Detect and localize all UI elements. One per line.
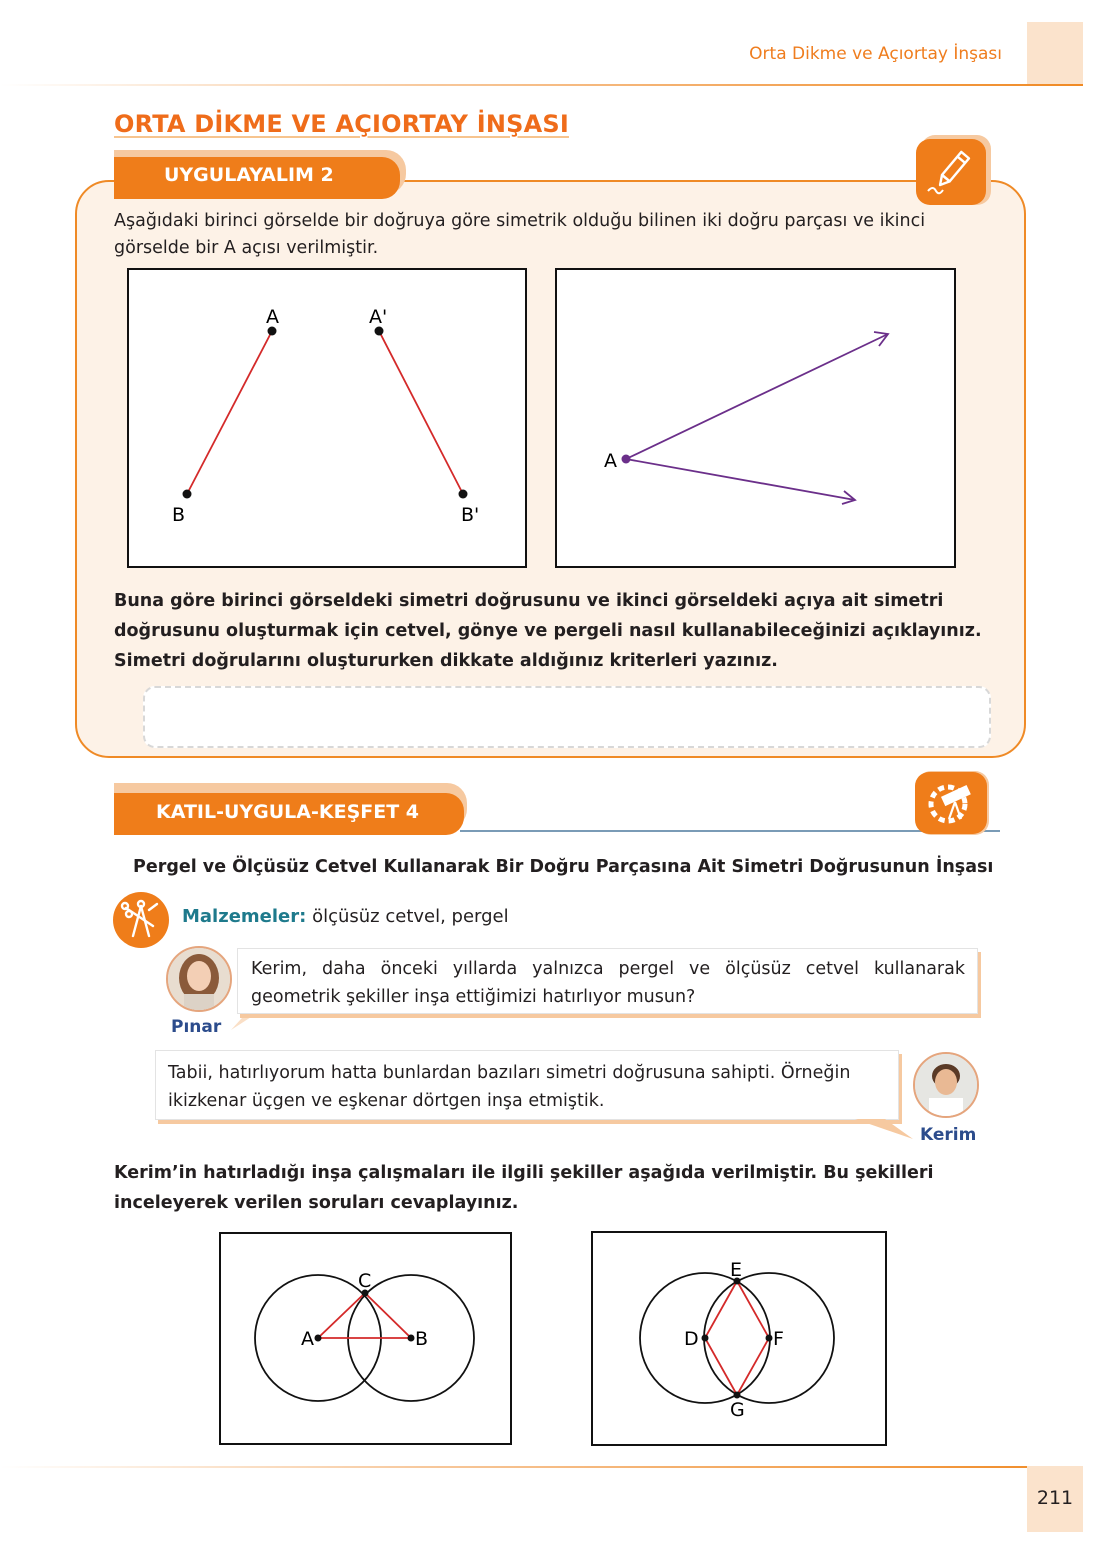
intro-text: Aşağıdaki birinci görselde bir doğruya göre simetrik olduğu bilinen iki doğru parçası ve ikinci görselde bir A açısı verilmiştir. [114,211,926,258]
angle-ray-lower [626,459,855,500]
segments-svg [129,270,525,566]
triangle-abc [318,1293,411,1338]
speaker-name-kerim: Kerim [920,1125,977,1145]
page-title: ORTA DİKME VE AÇIORTAY İNŞASI [114,110,569,138]
pencil-icon [916,139,986,205]
tools-icon [113,892,169,948]
question-text: Buna göre birinci görseldeki simetri doğrusunu ve ikinci görseldeki açıya ait simetri doğrusunu oluşturmak için cetvel, gönye ve pergeli nasıl kullanabileceğinizi açıklayınız. Simetri doğrularını oluştururken dikkate aldığınız kriterleri yazınız. [114,591,982,671]
speaker-name-pinar: Pınar [171,1017,222,1037]
point-a-2 [315,1335,322,1342]
materials-line [182,906,509,927]
point-b [183,490,192,499]
segment-a-prime-b-prime [379,331,463,494]
boy-portrait-icon [915,1054,977,1116]
rhombus-svg [593,1233,885,1444]
answer-area[interactable] [143,686,991,748]
label-d: D [684,1328,699,1350]
figure-triangle [219,1232,512,1445]
bubble-tail-kerim [855,1117,915,1141]
label-vertex-a: A [604,450,617,472]
header-tab [1027,22,1083,86]
header-rule [0,84,1083,86]
pencil-icon-box [916,139,986,205]
compass-scissors-icon [113,892,169,948]
label-g: G [730,1399,745,1421]
bubble-kerim: Tabii, hatırlıyorum hatta bunlardan bazıları simetri doğrusuna sahipti. Örneğin ikizkenar üçgen ve eşkenar dörtgen inşa etmiştik. [155,1050,899,1120]
point-g [734,1392,741,1399]
vertex-a [622,455,631,464]
figure-angle [555,268,956,568]
girl-portrait-icon [168,948,230,1010]
avatar-kerim [913,1052,979,1118]
telescope-icon-box [915,772,987,834]
label-b-2: B [415,1328,429,1350]
rhombus-defg [705,1281,769,1395]
figure-rhombus [591,1231,887,1446]
label-a: A [266,306,279,328]
figure-segments [127,268,527,568]
telescope-gear-icon [915,772,987,834]
page-number: 211 [1036,1487,1074,1509]
materials-list: ölçüsüz cetvel, pergel [312,906,509,927]
point-d [702,1335,709,1342]
point-b-prime [459,490,468,499]
triangle-svg [221,1234,510,1443]
label-c: C [358,1270,372,1292]
label-f: F [773,1328,784,1350]
label-b-prime: B' [461,504,480,526]
label-b: B [172,504,186,526]
running-header: Orta Dikme ve Açıortay İnşası [749,44,1002,64]
footer-rule [0,1466,1083,1468]
avatar-pinar [166,946,232,1012]
angle-svg [557,270,954,566]
point-b-2 [408,1335,415,1342]
label-a-prime: A' [369,306,388,328]
angle-ray-upper [626,334,888,459]
activity-subtitle: Pergel ve Ölçüsüz Cetvel Kullanarak Bir Doğru Parçasına Ait Simetri Doğrusunun İnşası [133,857,994,877]
question-text-2: Kerim’in hatırladığı inşa çalışmaları ile ilgili şekiller aşağıda verilmiştir. Bu şekilleri inceleyerek verilen soruları cevaplayınız. [114,1163,934,1213]
segment-ab [187,331,272,494]
katil-tab: KATIL-UYGULA-KEŞFET 4 [114,793,464,835]
point-f [766,1335,773,1342]
label-a-2: A [301,1328,314,1350]
materials-label: Malzemeler: [182,906,307,927]
uygulayalim-tab: UYGULAYALIM 2 [114,157,400,199]
bubble-pinar: Kerim, daha önceki yıllarda yalnızca pergel ve ölçüsüz cetvel kullanarak geometrik şekiller inşa ettiğimizi hatırlıyor musun? [237,948,978,1014]
label-e: E [730,1259,743,1281]
